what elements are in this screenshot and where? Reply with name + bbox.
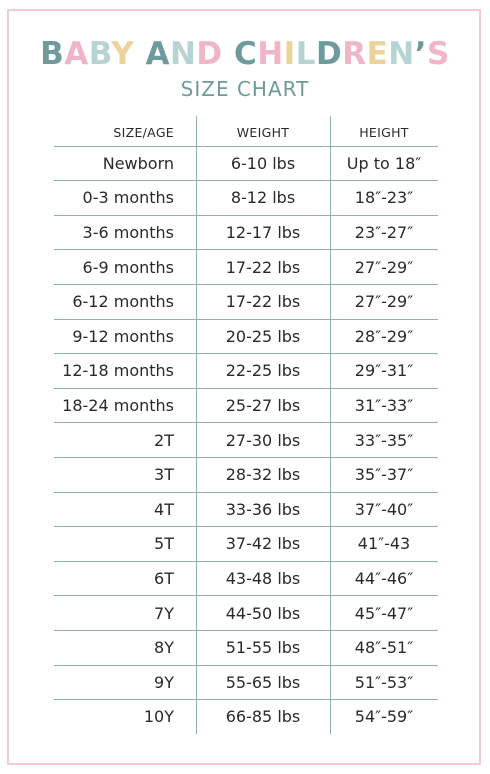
size-cell: 6-12 months bbox=[72, 292, 174, 312]
row-divider bbox=[54, 422, 438, 423]
weight-cell: 33-36 lbs bbox=[225, 499, 301, 519]
row-divider bbox=[54, 630, 438, 631]
title-letter: D bbox=[196, 36, 223, 72]
row-divider bbox=[54, 215, 438, 216]
size-cell: 2T bbox=[154, 430, 174, 450]
table-row bbox=[54, 700, 438, 735]
height-cell: 51″-53″ bbox=[354, 672, 414, 692]
weight-cell: 25-27 lbs bbox=[225, 395, 301, 415]
row-divider bbox=[54, 388, 438, 389]
weight-cell: 28-32 lbs bbox=[225, 465, 301, 485]
title-letter: H bbox=[257, 36, 284, 72]
height-cell: 27″-29″ bbox=[354, 257, 414, 277]
row-divider bbox=[54, 457, 438, 458]
size-cell: 3-6 months bbox=[82, 222, 174, 242]
size-cell: 0-3 months bbox=[82, 188, 174, 208]
weight-cell: 66-85 lbs bbox=[225, 707, 301, 727]
title-letter: B bbox=[40, 36, 65, 72]
table-row bbox=[54, 181, 438, 216]
size-cell: 4T bbox=[154, 499, 174, 519]
height-cell: 33″-35″ bbox=[354, 430, 414, 450]
row-divider bbox=[54, 353, 438, 354]
table-row bbox=[54, 215, 438, 250]
title-letter: D bbox=[315, 36, 343, 72]
height-cell: 18″-23″ bbox=[354, 188, 414, 208]
size-cell: 8Y bbox=[154, 638, 174, 658]
weight-cell: 51-55 lbs bbox=[225, 638, 301, 658]
height-cell: 31″-33″ bbox=[354, 395, 414, 415]
table-row bbox=[54, 492, 438, 527]
title-letter: N bbox=[388, 36, 415, 72]
table-row bbox=[54, 527, 438, 562]
weight-cell: 6-10 lbs bbox=[230, 153, 296, 173]
table-row bbox=[54, 388, 438, 423]
weight-cell: 37-42 lbs bbox=[225, 534, 301, 554]
weight-cell: 20-25 lbs bbox=[225, 326, 301, 346]
size-cell: 6-9 months bbox=[82, 257, 174, 277]
size-cell: 5T bbox=[154, 534, 174, 554]
height-cell: 44″-46″ bbox=[354, 568, 414, 588]
table-row bbox=[54, 354, 438, 389]
row-divider bbox=[54, 526, 438, 527]
chart-title bbox=[0, 34, 490, 74]
size-cell: 9Y bbox=[154, 672, 174, 692]
size-table bbox=[54, 116, 438, 734]
weight-cell: 55-65 lbs bbox=[225, 672, 301, 692]
table-row bbox=[54, 423, 438, 458]
weight-cell: 22-25 lbs bbox=[225, 361, 301, 381]
table-row bbox=[54, 665, 438, 700]
column-divider bbox=[196, 116, 197, 734]
size-cell: 12-18 months bbox=[62, 361, 174, 381]
table-row bbox=[54, 561, 438, 596]
row-divider bbox=[54, 492, 438, 493]
header-height: HEIGHT bbox=[359, 124, 409, 140]
size-cell: 7Y bbox=[154, 603, 174, 623]
size-cell: 18-24 months bbox=[62, 395, 174, 415]
title-letter: E bbox=[366, 36, 389, 72]
row-divider bbox=[54, 561, 438, 562]
height-cell: 45″-47″ bbox=[354, 603, 414, 623]
title-letter: L bbox=[295, 36, 316, 72]
table-row bbox=[54, 319, 438, 354]
row-divider bbox=[54, 146, 438, 147]
height-cell: 41″-43 bbox=[357, 534, 411, 554]
height-cell: 37″-40″ bbox=[354, 499, 414, 519]
title-letter: B bbox=[88, 36, 112, 72]
height-cell: 23″-27″ bbox=[354, 222, 414, 242]
title-letter: C bbox=[233, 36, 258, 72]
title-letter: I bbox=[283, 36, 296, 72]
chart-subtitle: SIZE CHART bbox=[180, 77, 310, 101]
height-cell: 28″-29″ bbox=[354, 326, 414, 346]
table-row bbox=[54, 146, 438, 181]
height-cell: 35″-37″ bbox=[354, 465, 414, 485]
table-body bbox=[54, 146, 438, 734]
title-letter: ’ bbox=[414, 36, 428, 72]
weight-cell: 12-17 lbs bbox=[225, 222, 301, 242]
table-row bbox=[54, 284, 438, 319]
title-letter bbox=[223, 36, 234, 72]
title-letter: Y bbox=[111, 36, 135, 72]
size-cell: 3T bbox=[154, 465, 174, 485]
title-letter: A bbox=[145, 36, 170, 72]
weight-cell: 27-30 lbs bbox=[225, 430, 301, 450]
title-letter: R bbox=[342, 36, 367, 72]
height-cell: 48″-51″ bbox=[354, 638, 414, 658]
size-cell: 9-12 months bbox=[72, 326, 174, 346]
title-letter: N bbox=[169, 36, 197, 72]
size-cell: 6T bbox=[154, 568, 174, 588]
size-cell: 10Y bbox=[143, 707, 174, 727]
row-divider bbox=[54, 699, 438, 700]
row-divider bbox=[54, 595, 438, 596]
title-letter bbox=[134, 36, 145, 72]
table-row bbox=[54, 250, 438, 285]
header-weight: WEIGHT bbox=[236, 124, 290, 140]
table-row bbox=[54, 630, 438, 665]
title-letter: S bbox=[427, 36, 450, 72]
row-divider bbox=[54, 319, 438, 320]
height-cell: 54″-59″ bbox=[354, 707, 414, 727]
table-row bbox=[54, 596, 438, 631]
size-cell: Newborn bbox=[102, 153, 174, 173]
height-cell: 27″-29″ bbox=[354, 292, 414, 312]
row-divider bbox=[54, 665, 438, 666]
title-letter: A bbox=[64, 36, 89, 72]
table-row bbox=[54, 457, 438, 492]
row-divider bbox=[54, 284, 438, 285]
weight-cell: 43-48 lbs bbox=[225, 568, 301, 588]
row-divider bbox=[54, 180, 438, 181]
table-header-row bbox=[54, 116, 438, 146]
height-cell: Up to 18″ bbox=[346, 153, 422, 173]
column-divider bbox=[330, 116, 331, 734]
header-size-age: SIZE/AGE bbox=[113, 124, 174, 140]
weight-cell: 8-12 lbs bbox=[230, 188, 296, 208]
weight-cell: 44-50 lbs bbox=[225, 603, 301, 623]
weight-cell: 17-22 lbs bbox=[225, 257, 301, 277]
weight-cell: 17-22 lbs bbox=[225, 292, 301, 312]
row-divider bbox=[54, 249, 438, 250]
height-cell: 29″-31″ bbox=[354, 361, 414, 381]
